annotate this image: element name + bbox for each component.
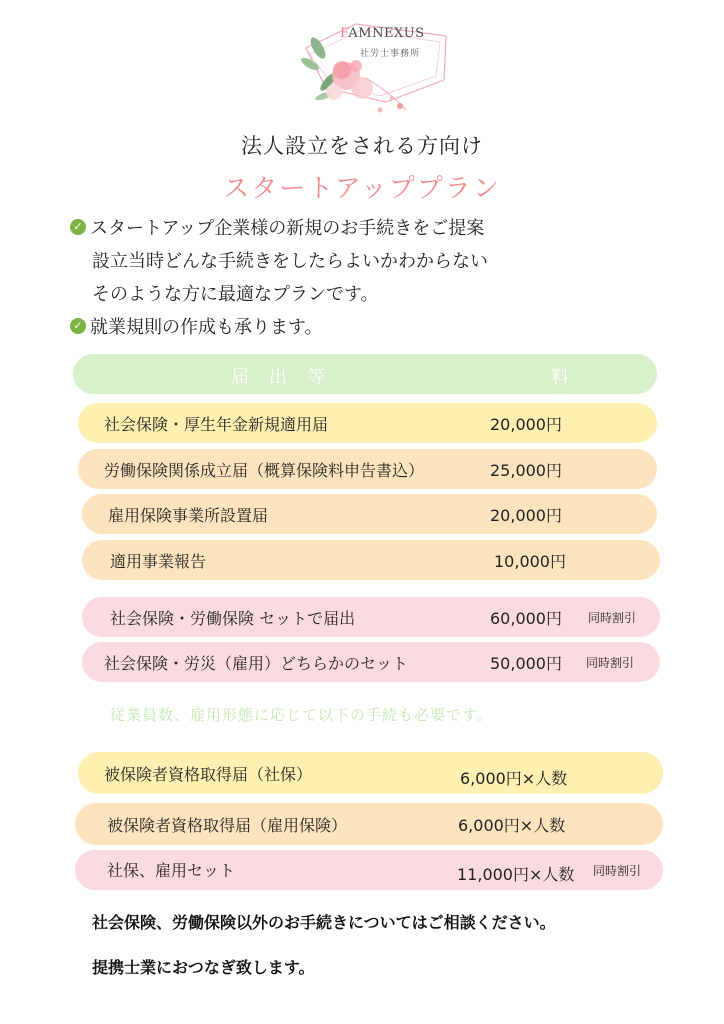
fee-price: 25,000円 [490,461,562,480]
fee-label: 雇用保険事業所設置届 [108,506,269,525]
intro-text [70,212,670,344]
footer-note: 提携士業におつなぎ致します。 [92,958,315,977]
fee-price: 11,000円×人数 [457,865,575,884]
fee-price: 6,000円×人数 [458,816,566,835]
footer-note: 社会保険、労働保険以外のお手続きについてはご相談ください。 [92,913,556,932]
intro-line: 就業規則の作成も承ります。 [90,317,323,338]
fee-table-header [73,354,657,394]
fee-label: 社保、雇用セット [107,861,236,880]
fee-row [82,540,660,580]
header-fee: 料 [551,367,623,388]
fee-row [82,597,660,637]
header-procedures: 届出等 [231,367,345,388]
fee-row [82,642,660,682]
fee-price: 6,000円×人数 [460,769,568,788]
fee-label: 労働保険関係成立届（概算保険料申告書込） [104,461,425,480]
logo-brand: FAMNEXUS [340,26,425,41]
fee-price: 20,000円 [490,415,562,434]
fee-label: 被保険者資格取得届（雇用保険） [107,816,348,835]
discount-note: 同時割引 [593,864,642,878]
per-person-row [75,803,663,845]
fee-label: 社会保険・厚生年金新規適用届 [104,415,329,434]
fee-row [82,494,657,534]
employee-notice: 従業員数、雇用形態に応じて以下の手続も必要です。 [110,706,493,724]
discount-note: 同時割引 [586,656,635,670]
fee-price: 60,000円 [490,609,562,628]
fee-row [78,449,657,489]
fee-price: 50,000円 [490,654,562,673]
logo-subtitle: 社労士事務所 [360,49,421,59]
per-person-row [78,752,663,794]
check-icon: ✓ [70,318,86,334]
per-person-row [75,850,663,890]
discount-note: 同時割引 [588,611,637,625]
fee-row [78,403,657,443]
page-title: 法人設立をされる方向け [241,134,483,158]
check-icon: ✓ [70,219,86,235]
fee-label: 適用事業報告 [110,552,207,571]
fee-price: 20,000円 [490,506,562,525]
intro-line: 設立当時どんな手続きをしたらよいかわからない [92,251,488,272]
fee-label: 社会保険・労災（雇用）どちらかのセット [104,654,409,673]
fee-label: 被保険者資格取得届（社保） [104,765,313,784]
plan-name: スタートアッププラン [223,174,501,204]
intro-line: そのような方に最適なプランです。 [92,284,379,305]
intro-line: スタートアップ企業様の新規のお手続きをご提案 [90,218,485,239]
fee-label: 社会保険・労働保険 セットで届出 [110,609,356,628]
fee-price: 10,000円 [494,552,566,571]
